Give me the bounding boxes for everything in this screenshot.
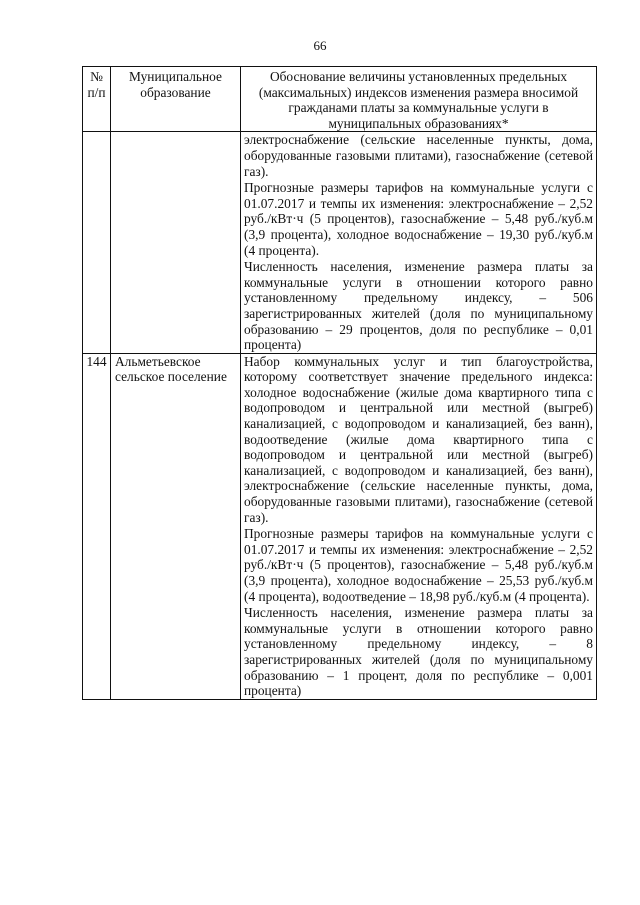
table-row — [83, 132, 597, 353]
row-justification — [241, 353, 597, 699]
header-justification: Обоснование величины установленных предельных (максимальных) индексов изменения размера вносимой гражданами платы за коммунальные услуги в муниципальных образованиях* — [241, 67, 597, 132]
header-num: № п/п — [83, 67, 111, 132]
row-num: 144 — [83, 353, 111, 699]
row-justification — [241, 132, 597, 353]
row-municipality — [111, 132, 241, 353]
page-number: 66 — [313, 38, 327, 53]
table-row — [83, 353, 597, 699]
tariff-table — [82, 66, 597, 700]
table-header-row — [83, 67, 597, 132]
row-municipality: Альметьевское сельское поселение — [111, 353, 241, 699]
row-paragraph: Численность населения, изменение размера платы за коммунальные услуги в отношении которого равно установленному предельному индексу, – 506 зарегистрированных жителей (доля по муниципальному образованию – 29 процентов, доля по республике – 0,01 процента) — [244, 259, 593, 353]
row-paragraph: Набор коммунальных услуг и тип благоустройства, которому соответствует значение предельного индекса: холодное водоснабжение (жилые дома квартирного типа с водопроводом и центральной или местной (выгреб) канализацией, с водопроводом и канализацией, без ванн), водоотведение (жилые дома квартирного типа с водопроводом и центральной или местной (выгреб) канализацией, с водопроводом и канализацией, без ванн), электроснабжение (сельские населенные пункты, дома, оборудованные газовыми плитами), газоснабжение (сетевой газ). — [244, 353, 593, 525]
row-paragraph: Численность населения, изменение размера платы за коммунальные услуги в отношении которого равно установленному предельному индексу, – 8 зарегистрированных жителей (доля по муниципальному образованию – 1 процент, доля по республике – 0,001 процента) — [244, 605, 593, 699]
row-paragraph: Прогнозные размеры тарифов на коммунальные услуги с 01.07.2017 и темпы их изменения: электроснабжение – 2,52 руб./кВт·ч (5 процентов), газоснабжение – 5,48 руб./куб.м (3,9 процента), холодное водоснабжение – 25,53 руб./куб.м (4 процента), водоотведение – 18,98 руб./куб.м (4 процента). — [244, 526, 593, 604]
row-num — [83, 132, 111, 353]
header-municipality: Муниципальное образование — [111, 67, 241, 132]
row-paragraph: Прогнозные размеры тарифов на коммунальные услуги с 01.07.2017 и темпы их изменения: электроснабжение – 2,52 руб./кВт·ч (5 процентов), газоснабжение – 5,48 руб./куб.м (3,9 процента), холодное водоснабжение – 19,30 руб./куб.м (4 процента). — [244, 180, 593, 258]
row-paragraph: электроснабжение (сельские населенные пункты, дома, оборудованные газовыми плитами), газоснабжение (сетевой газ). — [244, 132, 593, 179]
